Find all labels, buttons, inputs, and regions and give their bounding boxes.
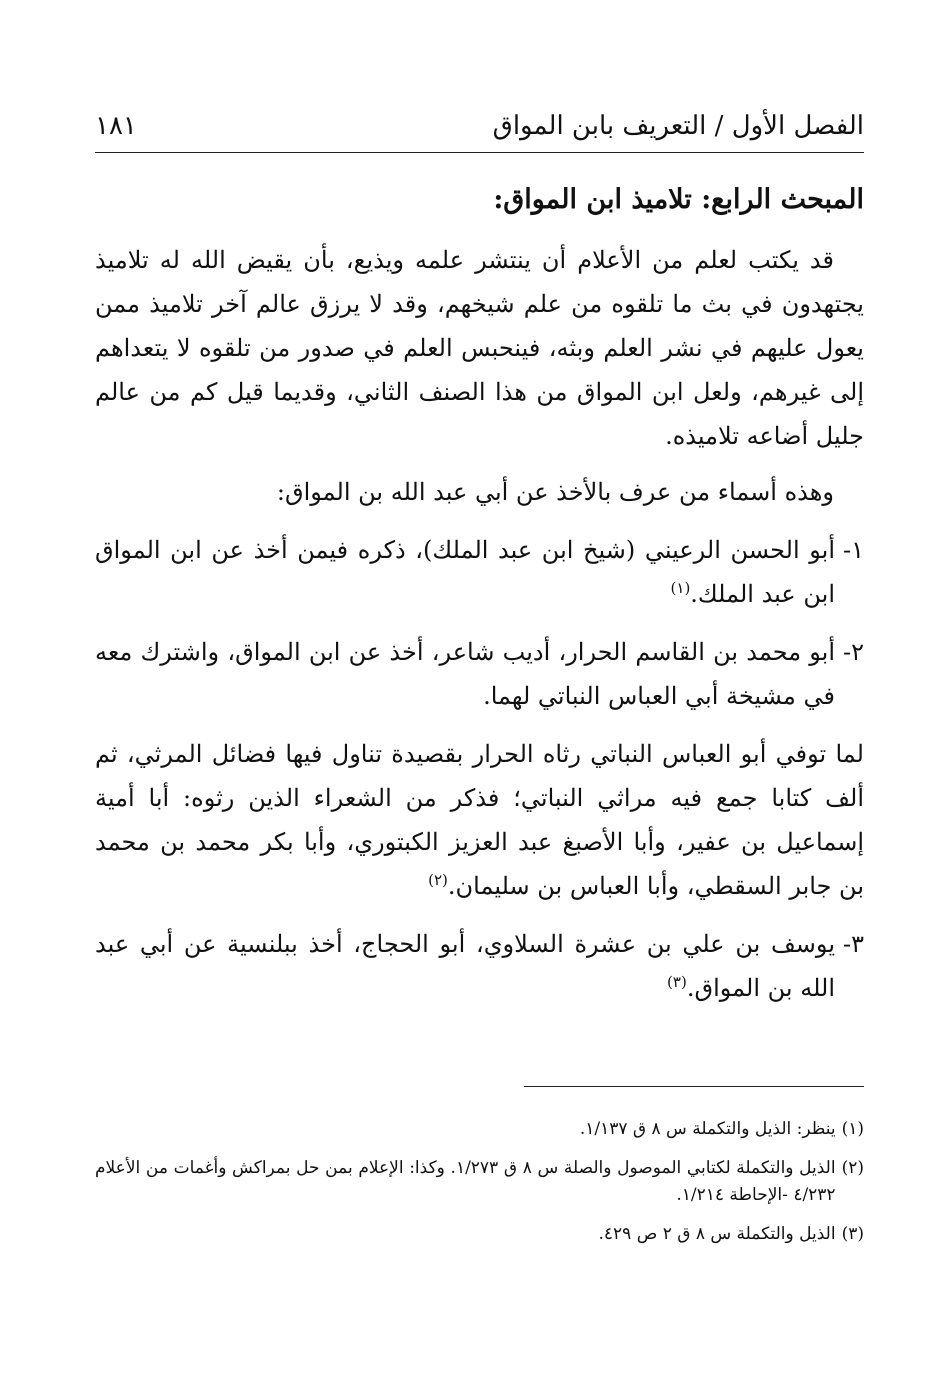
list-item-number: ٣-: [843, 930, 864, 958]
list-item-body: أبو محمد بن القاسم الحرار، أديب شاعر، أخذ عن ابن المواق، واشترك معه في مشيخة أبي العباس النباتي لهما.: [95, 638, 835, 710]
list-item-text: [95, 630, 835, 718]
list-item: [95, 630, 864, 718]
footnote-ref[interactable]: (١): [670, 579, 691, 597]
list-intro-paragraph: وهذه أسماء من عرف بالأخذ عن أبي عبد الله بن المواق:: [276, 478, 834, 506]
page-number: ١٨١: [95, 111, 137, 141]
footnote-mark: (٣): [841, 1224, 864, 1244]
list-item-text: [95, 922, 835, 1010]
list-item-body: أبو الحسن الرعيني (شيخ ابن عبد الملك)، ذكره فيمن أخذ عن ابن المواق ابن عبد الملك.: [95, 536, 835, 608]
chapter-title: الفصل الأول / التعريف بابن المواق: [492, 111, 864, 141]
nabati-text: لما توفي أبو العباس النباتي رثاه الحرار بقصيدة تناول فيها فضائل المرثي، ثم ألف كتابا جمع فيه مراثي النباتي؛ فذكر من الشعراء الذين رثوه: أبا أمية إسماعيل بن عفير، وأبا الأصبغ عبد العزيز الكبتوري، وأبا بكر محمد بن محمد بن جابر السقطي، وأبا العباس بن سليمان.: [95, 740, 864, 900]
nabati-paragraph: [95, 732, 864, 908]
list-item: [95, 922, 864, 1010]
footnote-divider: [524, 1086, 864, 1087]
footnote-mark: (١): [841, 1119, 864, 1139]
intro-paragraph: قد يكتب لعلم من الأعلام أن ينتشر علمه ويذيع، بأن يقيض الله له تلاميذ يجتهدون في بث ما تلقوه من علم شيخهم، وقد لا يرزق عالم آخر تلاميذ ممن يعول عليهم في نشر العلم وبثه، فينحبس العلم في صدور من تلقوه لا يتعداهم إلى غيرهم، ولعل ابن المواق من هذا الصنف الثاني، وقديما قيل كم من عالم جليل أضاعه تلاميذه.: [95, 246, 864, 450]
footnote: [95, 1221, 864, 1248]
list-item-number: ٢-: [843, 638, 864, 666]
section-title: المبحث الرابع: تلاميذ ابن المواق:: [493, 184, 864, 215]
list-item-number: ١-: [843, 536, 864, 564]
footnote-text: الذيل والتكملة س ٨ ق ٢ ص ٤٢٩.: [598, 1224, 836, 1244]
list-item-body: يوسف بن علي بن عشرة السلاوي، أبو الحجاج، أخذ ببلنسية عن أبي عبد الله بن المواق.: [95, 930, 835, 1002]
footnote-ref[interactable]: (٢): [428, 871, 448, 889]
footnote-text: ينظر: الذيل والتكملة س ٨ ق ١/١٣٧.: [579, 1119, 836, 1139]
list-item: [95, 528, 864, 616]
footnotes: [95, 1116, 864, 1260]
footnote-ref[interactable]: (٣): [667, 973, 687, 991]
running-header: [95, 108, 864, 153]
footnote: [95, 1155, 864, 1209]
list-item-text: [95, 528, 835, 616]
footnote-text: الذيل والتكملة لكتابي الموصول والصلة س ٨ ق ١/٢٧٣. وكذا: الإعلام بمن حل بمراكش وأغمات من الأعلام ٤/٢٣٢ -الإحاطة ١/٢١٤.: [95, 1158, 836, 1205]
footnote-mark: (٢): [841, 1158, 864, 1178]
main-text: [95, 238, 864, 1010]
footnote: [95, 1116, 864, 1143]
